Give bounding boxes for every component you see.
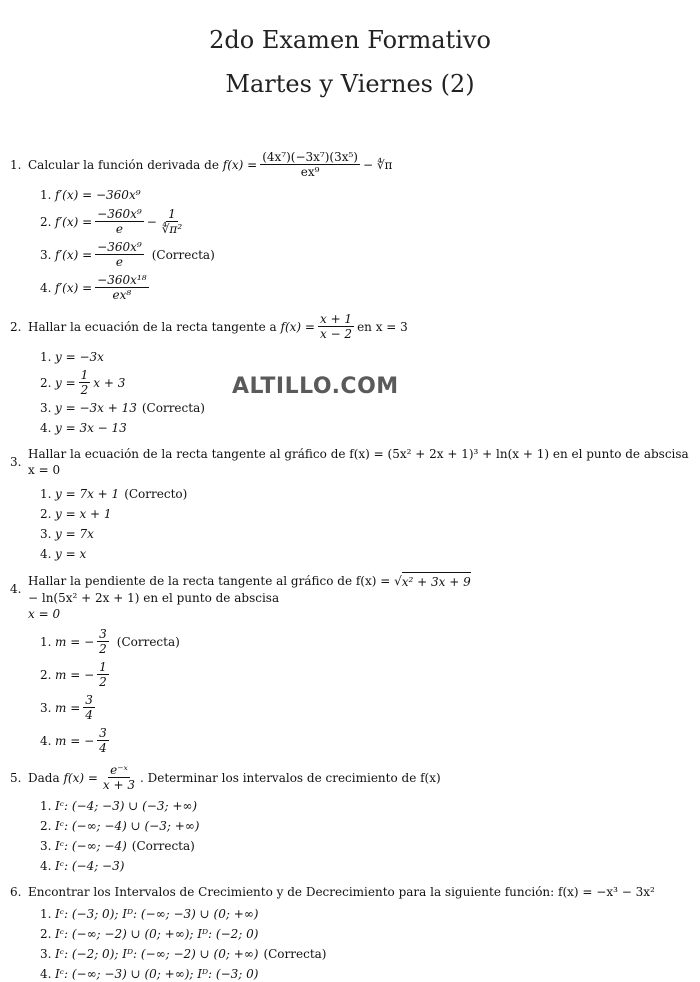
option-lhs: y =	[55, 375, 76, 390]
fraction-denominator: ∜π²	[161, 222, 183, 236]
option-number: 1.	[40, 799, 52, 813]
question-4-stem	[10, 572, 690, 606]
option-content: y = 7x + 1	[55, 487, 120, 501]
option-lhs: m = −	[55, 667, 95, 682]
option-number: 3.	[40, 401, 52, 415]
option-2	[40, 368, 690, 397]
option-content: y = 3x − 13	[55, 421, 127, 435]
exam-subtitle: Martes y Viernes (2)	[225, 70, 475, 98]
formula-lhs: f(x) =	[280, 319, 315, 334]
option-number: 2.	[40, 507, 52, 521]
option-2	[40, 207, 690, 236]
fraction-denominator: x − 2	[319, 327, 353, 341]
option-1	[40, 349, 690, 365]
option-number: 4.	[40, 421, 52, 435]
question-text: Dada	[28, 770, 60, 785]
option-content: Iᶜ: (−∞; −3) ∪ (0; +∞); Iᴰ: (−3; 0)	[55, 967, 259, 981]
option-content: Iᶜ: (−4; −3)	[55, 859, 125, 873]
option-number: 4.	[40, 547, 52, 561]
option-fraction	[83, 693, 95, 722]
fraction-denominator: ex⁸	[112, 288, 132, 302]
fraction-numerator: 3	[85, 693, 93, 707]
options-list	[10, 906, 690, 982]
correct-mark: (Correcta)	[131, 839, 195, 853]
option-number: 4.	[40, 859, 52, 873]
option-number: 2.	[40, 214, 52, 229]
option-3	[40, 526, 690, 542]
question-number: 5.	[10, 770, 22, 785]
options-list	[10, 627, 690, 755]
option-fraction-2	[160, 207, 184, 236]
option-content: y = x	[55, 547, 87, 561]
fraction-denominator: e	[115, 222, 123, 236]
correct-mark: (Correcta)	[151, 247, 215, 262]
option-1	[40, 798, 690, 814]
option-content: Iᶜ: (−4; −3) ∪ (−3; +∞)	[55, 799, 198, 813]
option-number: 1.	[40, 634, 52, 649]
fraction-numerator: 1	[99, 660, 107, 674]
option-2	[40, 926, 690, 942]
option-number: 2.	[40, 927, 52, 941]
question-6-stem	[10, 884, 690, 900]
option-3	[40, 838, 690, 854]
fraction-denominator: x + 3	[102, 778, 135, 792]
option-number: 1.	[40, 350, 52, 364]
option-2	[40, 506, 690, 522]
option-lhs: m = −	[55, 634, 95, 649]
option-lhs: f′(x) =	[55, 247, 93, 262]
question-number: 6.	[10, 885, 22, 899]
question-text: Hallar la ecuación de la recta tangente al gráfico de f(x) = (5x² + 2x + 1)³ + ln(x + 1) en el punto de abscisa x = 0	[28, 447, 689, 477]
option-number: 4.	[40, 280, 52, 295]
option-number: 3.	[40, 527, 52, 541]
option-content: Iᶜ: (−∞; −4) ∪ (−3; +∞)	[55, 819, 200, 833]
question-2-stem	[10, 312, 690, 341]
option-4	[40, 420, 690, 436]
option-content: f′(x) = −360x⁹	[55, 188, 141, 202]
options-list	[10, 798, 690, 874]
option-content: Iᶜ: (−2; 0); Iᴰ: (−∞; −2) ∪ (0; +∞)	[55, 947, 259, 961]
fraction-denominator: 2	[99, 642, 107, 656]
option-lhs: f′(x) =	[55, 280, 93, 295]
question-number: 3.	[10, 455, 22, 469]
correct-mark: (Correcta)	[141, 401, 205, 415]
option-number: 2.	[40, 667, 52, 682]
option-3	[40, 240, 690, 269]
question-6	[10, 884, 690, 982]
option-minus: −	[146, 214, 157, 229]
option-content: Iᶜ: (−∞; −4)	[55, 839, 127, 853]
formula-lhs: f(x) =	[222, 157, 258, 172]
option-number: 3.	[40, 947, 52, 961]
options-list	[10, 349, 690, 436]
option-1	[40, 486, 690, 502]
option-3	[40, 946, 690, 962]
question-text: Hallar la pendiente de la recta tangente al gráfico de f(x) =	[28, 574, 391, 588]
option-number: 4.	[40, 733, 52, 748]
question-1-stem	[10, 150, 690, 179]
formula-tail: en x = 3	[357, 319, 408, 334]
formula-fraction	[318, 312, 354, 341]
formula-fraction	[101, 763, 137, 792]
formula-tail: − ∜π	[363, 157, 393, 172]
option-lhs: m =	[55, 700, 81, 715]
option-number: 3.	[40, 839, 52, 853]
option-fraction	[95, 207, 144, 236]
question-number: 1.	[10, 157, 22, 172]
option-fraction	[97, 660, 109, 689]
option-fraction	[95, 273, 148, 302]
fraction-numerator: −360x⁹	[97, 240, 142, 254]
fraction-denominator: 4	[85, 708, 93, 722]
option-content: y = 7x	[55, 527, 94, 541]
fraction-denominator: 4	[99, 741, 107, 755]
fraction-numerator: 1	[80, 368, 89, 382]
fraction-numerator: 1	[168, 207, 176, 221]
option-4	[40, 273, 690, 302]
correct-mark: (Correcto)	[124, 487, 188, 501]
option-number: 2.	[40, 819, 52, 833]
fraction-numerator: 3	[99, 627, 107, 641]
question-5	[10, 763, 690, 874]
watermark-logo: ALTILLO.COM	[232, 374, 399, 399]
option-4	[40, 726, 690, 755]
option-number: 1.	[40, 487, 52, 501]
fraction-denominator: ex⁹	[300, 165, 320, 179]
question-4	[10, 572, 690, 755]
question-text: Hallar la ecuación de la recta tangente a	[28, 319, 277, 334]
option-2	[40, 660, 690, 689]
option-number: 4.	[40, 967, 52, 981]
option-number: 1.	[40, 907, 52, 921]
option-number: 1.	[40, 188, 52, 202]
option-fraction	[95, 240, 144, 269]
formula-tail: . Determinar los intervalos de crecimiento de f(x)	[140, 770, 441, 785]
option-number: 2.	[40, 375, 52, 390]
fraction-numerator: (4x⁷)(−3x⁷)(3x⁵)	[262, 150, 358, 164]
option-content: Iᶜ: (−3; 0); Iᴰ: (−∞; −3) ∪ (0; +∞)	[55, 907, 259, 921]
radicand: x² + 3x + 9	[402, 572, 471, 590]
question-text-line2: x = 0	[28, 607, 61, 621]
option-number: 3.	[40, 700, 52, 715]
option-1	[40, 906, 690, 922]
question-number: 2.	[10, 319, 22, 334]
correct-mark: (Correcta)	[263, 947, 327, 961]
option-lhs: f′(x) =	[55, 214, 93, 229]
question-5-stem	[10, 763, 690, 792]
question-list	[10, 150, 690, 982]
option-content: y = −3x	[55, 350, 104, 364]
formula-fraction	[260, 150, 360, 179]
question-3-stem	[10, 446, 690, 478]
correct-mark: (Correcta)	[116, 634, 180, 649]
formula-lhs: f(x) =	[63, 770, 98, 785]
sqrt-expression	[394, 572, 471, 590]
option-rest: x + 3	[93, 375, 126, 390]
question-text: Calcular la función derivada de	[28, 157, 219, 172]
exam-title: 2do Examen Formativo	[209, 26, 491, 54]
option-4	[40, 858, 690, 874]
option-content: y = −3x + 13	[55, 401, 137, 415]
option-1	[40, 187, 690, 203]
fraction-numerator: e⁻ˣ	[110, 763, 128, 777]
option-2	[40, 818, 690, 834]
question-text: Encontrar los Intervalos de Crecimiento y de Decrecimiento para la siguiente función: f(x) = −x³ − 3x²	[28, 885, 655, 899]
question-1	[10, 150, 690, 302]
fraction-numerator: −360x¹⁸	[97, 273, 147, 287]
option-fraction	[97, 726, 109, 755]
sqrt-sign: √	[394, 574, 402, 588]
option-4	[40, 966, 690, 982]
question-text-after: − ln(5x² + 2x + 1) en el punto de abscisa	[28, 591, 280, 605]
question-2	[10, 312, 690, 436]
option-3	[40, 693, 690, 722]
option-1	[40, 627, 690, 656]
fraction-denominator: 2	[80, 383, 89, 397]
option-fraction	[97, 627, 109, 656]
option-content: Iᶜ: (−∞; −2) ∪ (0; +∞); Iᴰ: (−2; 0)	[55, 927, 259, 941]
option-number: 3.	[40, 247, 52, 262]
question-number: 4.	[10, 582, 22, 596]
question-3	[10, 446, 690, 562]
fraction-numerator: −360x⁹	[97, 207, 142, 221]
option-lhs: m = −	[55, 733, 95, 748]
fraction-denominator: e	[115, 255, 123, 269]
options-list	[10, 187, 690, 302]
option-fraction	[79, 368, 91, 397]
fraction-denominator: 2	[99, 675, 107, 689]
fraction-numerator: 3	[99, 726, 107, 740]
option-4	[40, 546, 690, 562]
option-content: y = x + 1	[55, 507, 112, 521]
fraction-numerator: x + 1	[319, 312, 353, 326]
options-list	[10, 486, 690, 562]
option-3	[40, 400, 690, 416]
